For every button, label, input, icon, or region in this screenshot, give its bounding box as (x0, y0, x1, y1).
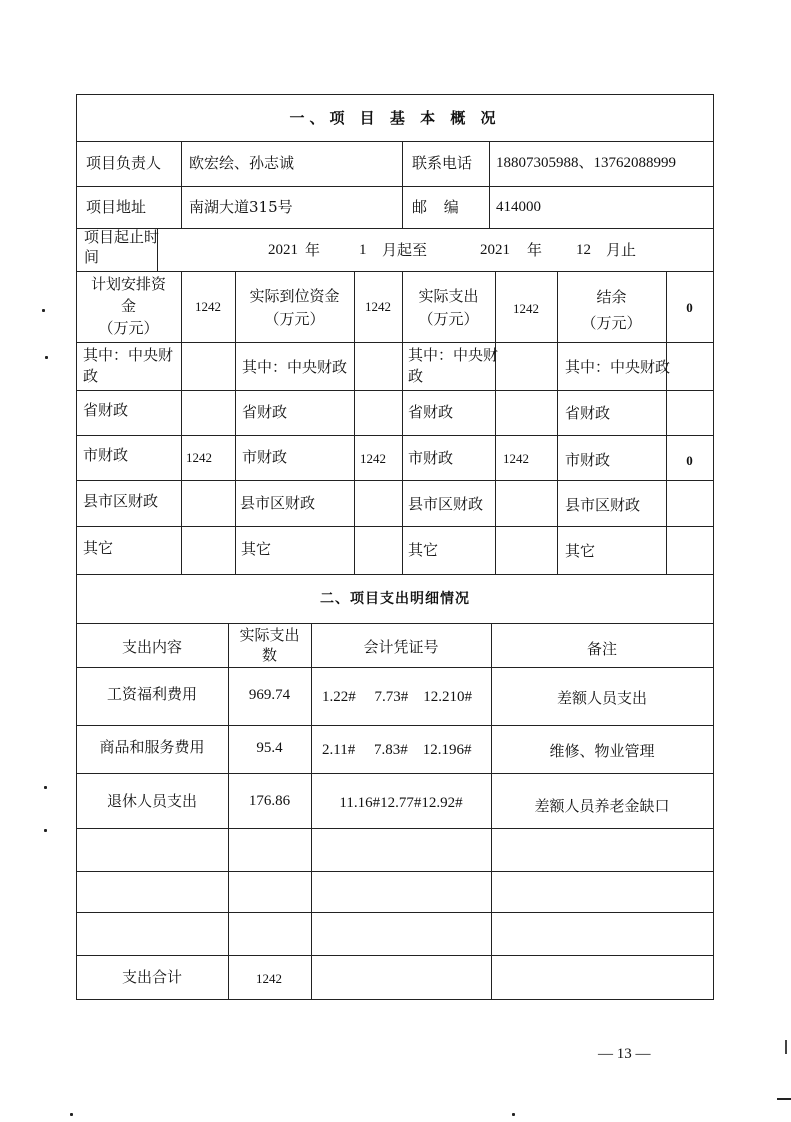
fund-row-label: 市财政 (83, 446, 129, 464)
header-note: 备注 (586, 640, 617, 658)
received-value: 1242 (365, 299, 391, 314)
detail-voucher: 2.11# 7.83# 12.196# (322, 742, 472, 758)
period-label-line2: 间 (84, 248, 100, 266)
detail-voucher: 11.16#12.77#12.92# (339, 795, 463, 811)
detail-amount: 176.86 (248, 793, 291, 809)
detail-note: 差额人员养老金缺口 (534, 797, 670, 815)
fund-row-value: 1242 (360, 451, 386, 466)
balance-label-line1: 结余 (596, 288, 627, 306)
postcode-value: 414000 (496, 199, 541, 215)
fund-row-label: 其中：中央财 (83, 346, 174, 364)
scan-speck (44, 786, 47, 789)
detail-amount: 969.74 (248, 687, 291, 703)
scan-speck (70, 1113, 73, 1116)
fund-row-label: 其它 (408, 541, 439, 559)
total-label: 支出合计 (121, 968, 182, 986)
scan-speck (42, 309, 45, 312)
postcode-label: 邮 编 (412, 198, 465, 216)
period-label-line1: 项目起止时 (84, 228, 160, 246)
scan-edge-mark (777, 1098, 791, 1100)
fund-row-label: 其它 (241, 540, 272, 558)
detail-note: 维修、物业管理 (549, 742, 655, 760)
fund-row-value: 0 (686, 453, 693, 468)
section1-title: 一、项 目 基 本 概 况 (289, 109, 501, 127)
header-content: 支出内容 (121, 638, 182, 656)
fund-row-label: 其中：中央财政 (242, 358, 348, 376)
address-label: 项目地址 (86, 198, 147, 216)
fund-row-label: 县市区财政 (240, 494, 316, 512)
period-year-unit-2: 年 (527, 241, 543, 259)
scan-speck (45, 356, 48, 359)
header-amount-line2: 数 (261, 646, 277, 664)
total-value: 1242 (256, 971, 282, 986)
scan-speck (512, 1113, 515, 1116)
section2-title: 二、项目支出明细情况 (320, 591, 470, 607)
period-start-year: 2021 (268, 242, 298, 258)
fund-row-label: 市财政 (242, 448, 288, 466)
fund-row-label: 县市区财政 (565, 496, 641, 514)
fund-row-value: 1242 (186, 450, 212, 465)
planned-label-line1: 计划安排资 (90, 275, 166, 293)
planned-label-line3: （万元） (98, 319, 159, 337)
fund-row-label: 政 (408, 367, 424, 385)
address-value: 南湖大道315号 (189, 198, 293, 216)
detail-content: 退休人员支出 (106, 792, 197, 810)
fund-row-label: 其中：中央财政 (565, 358, 671, 376)
scan-edge-mark (785, 1040, 787, 1054)
detail-content: 工资福利费用 (106, 685, 197, 703)
detail-note: 差额人员支出 (556, 689, 647, 707)
period-end-month: 12 (576, 242, 591, 258)
fund-row-label: 县市区财政 (408, 495, 484, 513)
balance-label-line2: （万元） (581, 314, 642, 332)
fund-row-label: 省财政 (242, 403, 288, 421)
fund-row-label: 其它 (565, 542, 596, 560)
spent-value: 1242 (513, 301, 539, 316)
period-year-unit-1: 年 (305, 241, 321, 259)
fund-row-label: 省财政 (83, 401, 129, 419)
spent-label-line1: 实际支出 (418, 287, 479, 305)
fund-row-value: 1242 (503, 451, 529, 466)
scan-speck (44, 829, 47, 832)
period-end-year: 2021 (480, 242, 510, 258)
fund-row-label: 省财政 (408, 403, 454, 421)
page-number: — 13 — (598, 1046, 651, 1062)
leader-value: 欧宏绘、孙志诚 (189, 154, 295, 172)
fund-row-label: 其中：中央财 (408, 346, 499, 364)
fund-row-label: 其它 (83, 539, 114, 557)
header-voucher: 会计凭证号 (363, 638, 439, 656)
fund-row-label: 省财政 (565, 404, 611, 422)
period-start-text: 月起至 (382, 241, 428, 259)
fund-row-label: 政 (83, 367, 99, 385)
planned-label-line2: 金 (120, 297, 136, 315)
fund-row-label: 市财政 (565, 451, 611, 469)
planned-value: 1242 (195, 299, 221, 314)
fund-row-label: 市财政 (408, 449, 454, 467)
phone-label: 联系电话 (412, 154, 473, 172)
period-start-month: 1 (359, 242, 367, 258)
spent-label-line2: （万元） (418, 310, 479, 328)
phone-value: 18807305988、13762088999 (496, 155, 677, 171)
detail-voucher: 1.22# 7.73# 12.210# (322, 689, 472, 705)
received-label-line1: 实际到位资金 (249, 287, 340, 305)
detail-content: 商品和服务费用 (99, 738, 205, 756)
leader-label: 项目负责人 (86, 154, 162, 172)
period-end-text: 月止 (606, 241, 637, 259)
received-label-line2: （万元） (264, 310, 325, 328)
header-amount-line1: 实际支出 (239, 626, 300, 644)
detail-amount: 95.4 (256, 740, 283, 756)
balance-value: 0 (686, 300, 693, 315)
fund-row-label: 县市区财政 (83, 492, 159, 510)
